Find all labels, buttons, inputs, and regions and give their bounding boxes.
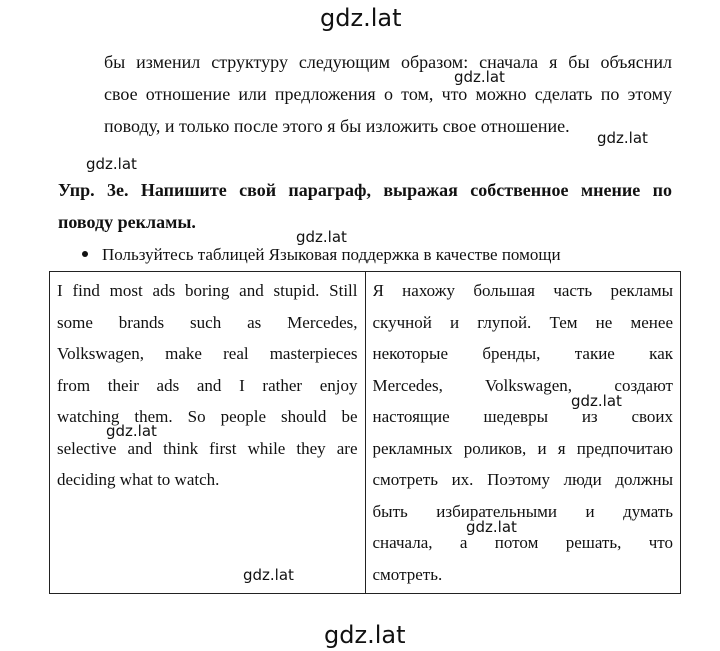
bullet-item <box>82 243 561 267</box>
heading-line: поводу рекламы. <box>58 212 196 232</box>
russian-line: Я нахожу большая часть рекламы <box>372 281 673 300</box>
paragraph-line: бы изменил структуру следующим образом: сначала я бы объяснил <box>104 52 672 72</box>
heading-line: Упр. 3е. Напишите свой параграф, выражая собственное мнение по <box>58 180 672 200</box>
watermark: gdz.lat <box>454 68 505 86</box>
paragraph-line: поводу, и только после этого я бы изложить свое отношение. <box>104 116 570 136</box>
watermark-bottom: gdz.lat <box>324 621 406 649</box>
russian-line: быть избирательными и думать <box>372 501 673 521</box>
russian-line: смотреть их. Поэтому люди должны <box>372 470 673 489</box>
english-line: from their ads and I rather enjoy <box>57 375 358 395</box>
russian-line: смотреть. <box>372 564 443 584</box>
bullet-icon <box>82 251 88 257</box>
russian-line: некоторые бренды, такие как <box>372 344 673 363</box>
english-line: some brands such as Mercedes, <box>57 312 358 332</box>
english-line: Volkswagen, make real masterpieces <box>57 344 358 363</box>
watermark: gdz.lat <box>296 228 347 246</box>
russian-line: сначала, а потом решать, что <box>372 533 673 552</box>
watermark: gdz.lat <box>243 566 294 584</box>
english-line: I find most ads boring and stupid. Still <box>57 281 358 300</box>
bullet-text: Пользуйтесь таблицей Языковая поддержка в качестве помощи <box>102 245 561 264</box>
watermark: gdz.lat <box>466 518 517 536</box>
russian-cell <box>365 272 681 594</box>
russian-line: настоящие шедевры из своих <box>372 407 673 426</box>
watermark-top: gdz.lat <box>320 4 402 32</box>
watermark: gdz.lat <box>571 392 622 410</box>
russian-line: скучной и глупой. Тем не менее <box>372 312 673 332</box>
english-line: watching them. So people should be <box>57 407 358 426</box>
watermark: gdz.lat <box>86 155 137 173</box>
english-line: deciding what to watch. <box>57 470 220 489</box>
russian-line: Mercedes, Volkswagen, создают <box>372 375 673 395</box>
russian-line: рекламных роликов, и я предпочитаю <box>372 438 673 458</box>
watermark: gdz.lat <box>597 129 648 147</box>
english-line: selective and think first while they are <box>57 438 358 458</box>
exercise-heading <box>58 174 672 238</box>
english-cell <box>50 272 366 594</box>
paragraph <box>104 46 672 142</box>
watermark: gdz.lat <box>106 422 157 440</box>
paragraph-line: свое отношение или предложения о том, что можно сделать по этому <box>104 84 672 104</box>
